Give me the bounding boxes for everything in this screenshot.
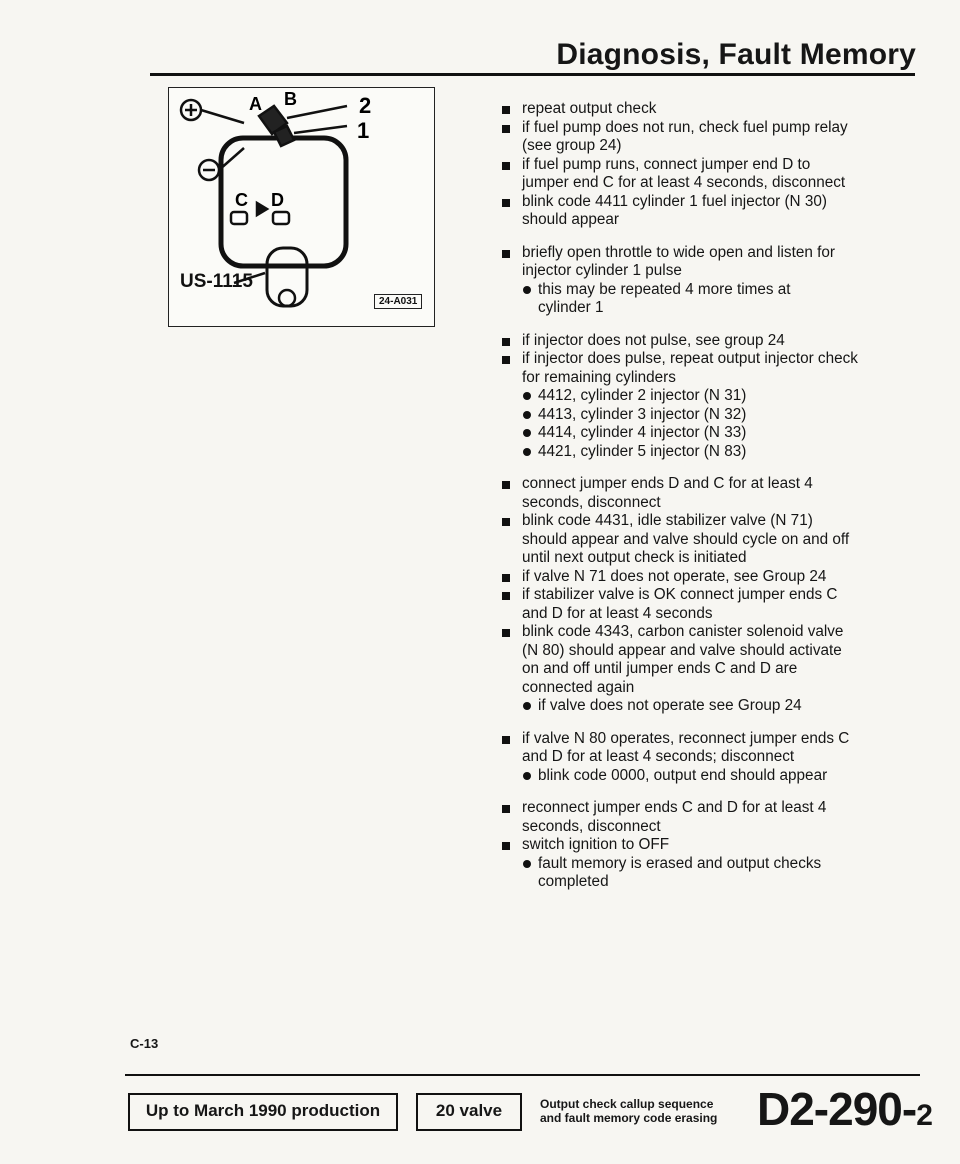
footer-rule <box>125 1074 920 1076</box>
text-line: and D for at least 4 seconds <box>522 604 713 622</box>
bullet-item <box>500 623 900 697</box>
bullet-item <box>500 568 900 587</box>
square-bullet-icon <box>502 518 510 526</box>
tool-label: US-1115 <box>180 271 253 292</box>
square-bullet-icon <box>502 842 510 850</box>
text-line: if fuel pump runs, connect jumper end D to <box>522 155 811 173</box>
square-bullet-icon <box>502 106 510 114</box>
section-description-line1: Output check callup sequence <box>540 1097 714 1111</box>
text-line: repeat output check <box>522 100 657 117</box>
page-title: Diagnosis, Fault Memory <box>556 38 916 71</box>
text-line: injector cylinder 1 pulse <box>522 262 682 279</box>
round-bullet-icon <box>523 860 531 868</box>
bullet-item <box>500 799 900 836</box>
production-range-box: Up to March 1990 production <box>128 1093 398 1131</box>
round-bullet-icon <box>523 702 531 710</box>
text-line: completed <box>538 873 609 890</box>
square-bullet-icon <box>502 162 510 170</box>
bullet-item <box>500 586 900 623</box>
text-line: seconds, disconnect <box>522 817 661 835</box>
bullet-item <box>500 836 900 855</box>
text-line: blink code 4411 cylinder 1 fuel injector (N 30) <box>522 192 827 210</box>
bullet-item <box>500 730 900 767</box>
engine-variant-box: 20 valve <box>416 1093 522 1131</box>
bullet-item <box>500 475 900 512</box>
sub-bullet-item <box>522 767 900 786</box>
square-bullet-icon <box>502 574 510 582</box>
text-line: 4413, cylinder 3 injector (N 32) <box>538 405 747 423</box>
header-rule <box>150 73 915 76</box>
square-bullet-icon <box>502 592 510 600</box>
text-line: switch ignition to OFF <box>522 836 670 853</box>
square-bullet-icon <box>502 736 510 744</box>
document-code <box>757 1082 932 1136</box>
square-bullet-icon <box>502 805 510 813</box>
text-line: jumper end C for at least 4 seconds, disconnect <box>522 174 846 191</box>
square-bullet-icon <box>502 338 510 346</box>
text-line: connected again <box>522 678 635 696</box>
text-line: if valve does not operate see Group 24 <box>538 697 802 714</box>
bullet-item <box>500 193 900 230</box>
square-bullet-icon <box>502 250 510 258</box>
text-line: this may be repeated 4 more times at <box>538 280 791 298</box>
text-line: for remaining cylinders <box>522 368 676 386</box>
text-line: (N 80) should appear and valve should activate <box>522 641 842 659</box>
round-bullet-icon <box>523 286 531 294</box>
bullet-item <box>500 156 900 193</box>
procedure-block <box>500 799 900 892</box>
label-2: 2 <box>359 93 372 118</box>
square-bullet-icon <box>502 125 510 133</box>
text-line: if stabilizer valve is OK connect jumper ends C <box>522 586 838 603</box>
text-line: if valve N 71 does not operate, see Group 24 <box>522 567 827 585</box>
text-line: 4412, cylinder 2 injector (N 31) <box>538 387 747 404</box>
bullet-item <box>500 100 900 119</box>
round-bullet-icon <box>523 429 531 437</box>
procedure-block <box>500 244 900 318</box>
text-line: if valve N 80 operates, reconnect jumper ends C <box>522 729 850 747</box>
text-line: blink code 0000, output end should appear <box>538 766 828 784</box>
procedure-text <box>500 100 900 906</box>
bullet-item <box>500 512 900 568</box>
section-description <box>540 1097 717 1125</box>
document-code-main: D2-290- <box>757 1083 917 1135</box>
text-line: if fuel pump does not run, check fuel pump relay <box>522 118 848 136</box>
text-line: reconnect jumper ends C and D for at least 4 <box>522 799 827 816</box>
text-line: (see group 24) <box>522 137 622 154</box>
round-bullet-icon <box>523 448 531 456</box>
figure-code: 24-A031 <box>374 294 422 309</box>
text-line: blink code 4431, idle stabilizer valve (N 71) <box>522 512 813 529</box>
square-bullet-icon <box>502 481 510 489</box>
bullet-item <box>500 350 900 387</box>
text-line: cylinder 1 <box>538 299 604 316</box>
sub-bullet-item <box>522 697 900 716</box>
text-line: seconds, disconnect <box>522 493 661 511</box>
sub-bullet-item <box>522 424 900 443</box>
round-bullet-icon <box>523 411 531 419</box>
procedure-block <box>500 475 900 716</box>
square-bullet-icon <box>502 199 510 207</box>
sub-bullet-item <box>522 281 900 318</box>
text-line: and D for at least 4 seconds; disconnect <box>522 748 795 765</box>
bullet-item <box>500 119 900 156</box>
text-line: 4414, cylinder 4 injector (N 33) <box>538 424 747 441</box>
procedure-block <box>500 332 900 462</box>
text-line: on and off until jumper ends C and D are <box>522 660 798 677</box>
label-1: 1 <box>357 118 370 143</box>
section-description-line2: and fault memory code erasing <box>540 1111 718 1125</box>
label-b: B <box>284 89 297 109</box>
text-line: connect jumper ends D and C for at least 4 <box>522 475 813 492</box>
page-reference: C-13 <box>130 1036 159 1051</box>
square-bullet-icon <box>502 356 510 364</box>
sub-bullet-item <box>522 855 900 892</box>
label-d: D <box>271 190 284 210</box>
text-line: if injector does pulse, repeat output injector check <box>522 350 858 367</box>
text-line: briefly open throttle to wide open and listen for <box>522 243 835 261</box>
bullet-item <box>500 244 900 281</box>
text-line: should appear and valve should cycle on and off <box>522 530 850 548</box>
sub-bullet-item <box>522 387 900 406</box>
round-bullet-icon <box>523 772 531 780</box>
bullet-item <box>500 332 900 351</box>
text-line: should appear <box>522 211 619 228</box>
text-line: 4421, cylinder 5 injector (N 83) <box>538 442 747 460</box>
label-a: A <box>249 94 262 114</box>
sub-bullet-item <box>522 443 900 462</box>
text-line: if injector does not pulse, see group 24 <box>522 331 785 349</box>
text-line: fault memory is erased and output checks <box>538 854 822 872</box>
procedure-block <box>500 100 900 230</box>
text-line: blink code 4343, carbon canister solenoid valve <box>522 623 844 640</box>
document-code-suffix: 2 <box>916 1099 932 1132</box>
procedure-block <box>500 730 900 786</box>
round-bullet-icon <box>523 392 531 400</box>
text-line: until next output check is initiated <box>522 549 747 566</box>
diagnostic-figure <box>168 87 435 327</box>
label-c: C <box>235 190 248 210</box>
square-bullet-icon <box>502 629 510 637</box>
sub-bullet-item <box>522 406 900 425</box>
